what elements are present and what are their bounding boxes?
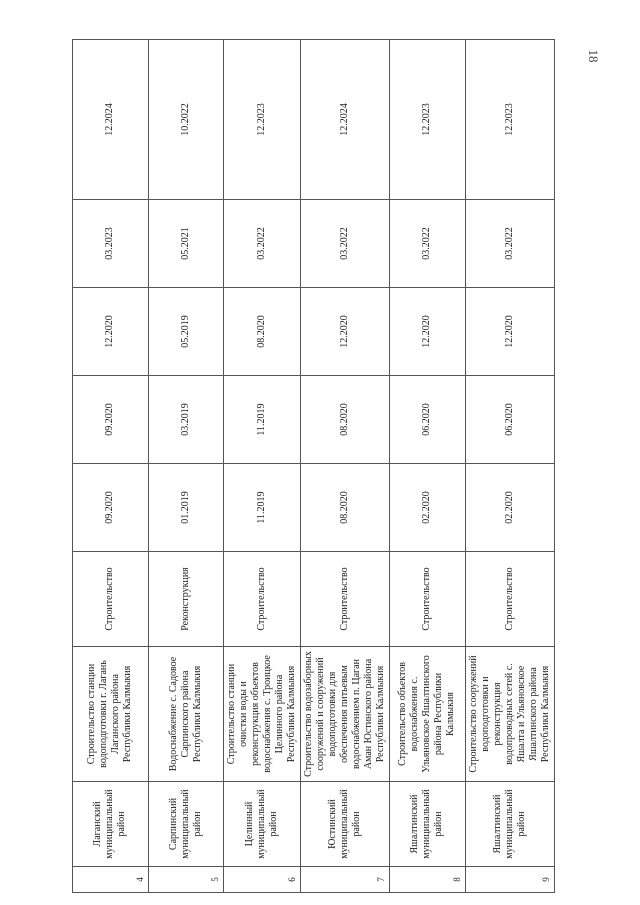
- date-cell-5: 12.2023: [224, 40, 301, 200]
- work-type-cell: Строительство: [465, 552, 554, 647]
- date-cell-2: 08.2020: [301, 376, 390, 464]
- work-type-cell: Строительство: [390, 552, 466, 647]
- district-cell: Яшалтинский муниципальный район: [390, 782, 466, 867]
- row-number: 5: [148, 867, 224, 893]
- row-number: 4: [73, 867, 149, 893]
- date-cell-5: 10.2022: [148, 40, 224, 200]
- table-row: [301, 40, 390, 893]
- district-cell: Яшалтинский муниципальный район: [465, 782, 554, 867]
- date-cell-1: 08.2020: [301, 464, 390, 552]
- date-cell-3: 12.2020: [73, 288, 149, 376]
- object-cell: Строительство объектов водоснабжения с. Ульяновское Яшалтинского района Республики Калмыкия: [390, 647, 466, 782]
- date-cell-1: 02.2020: [390, 464, 466, 552]
- date-cell-2: 11.2019: [224, 376, 301, 464]
- page-number: 18: [586, 49, 601, 63]
- date-cell-2: 03.2019: [148, 376, 224, 464]
- date-cell-3: 05.2019: [148, 288, 224, 376]
- district-cell: Юстинский муниципальный район: [301, 782, 390, 867]
- table-row: [148, 40, 224, 893]
- row-number: 9: [465, 867, 554, 893]
- object-cell: Водоснабжение с. Садовое Сарпинского района Республики Калмыкия: [148, 647, 224, 782]
- date-cell-4: 05.2021: [148, 200, 224, 288]
- object-cell: Строительство станции водоподготовки г. Лагань Лаганского района Республики Калмыкия: [73, 647, 149, 782]
- work-type-cell: Строительство: [73, 552, 149, 647]
- date-cell-3: 12.2020: [390, 288, 466, 376]
- date-cell-2: 09.2020: [73, 376, 149, 464]
- date-cell-2: 06.2020: [390, 376, 466, 464]
- row-number: 8: [390, 867, 466, 893]
- object-cell: Строительство сооружений водоподготовки и реконструкция водопроводных сетей с. Яшалта и Ульяновское Яшалтинского района Республики Калмыкия: [465, 647, 554, 782]
- date-cell-5: 12.2024: [301, 40, 390, 200]
- district-cell: Сарпинский муниципальный район: [148, 782, 224, 867]
- table-row: [465, 40, 554, 893]
- date-cell-1: 11.2019: [224, 464, 301, 552]
- table-row: [73, 40, 149, 893]
- date-cell-3: 08.2020: [224, 288, 301, 376]
- work-type-cell: Строительство: [224, 552, 301, 647]
- table-row: [224, 40, 301, 893]
- work-type-cell: Строительство: [301, 552, 390, 647]
- row-number: 6: [224, 867, 301, 893]
- date-cell-4: 03.2022: [390, 200, 466, 288]
- object-cell: Строительство водозаборных сооружений и сооружений водоподготовки для обеспечения питьевым водоснабжением п. Цаган Аман Юстинского района Республики Калмыкия: [301, 647, 390, 782]
- date-cell-5: 12.2024: [73, 40, 149, 200]
- date-cell-5: 12.2023: [390, 40, 466, 200]
- date-cell-5: 12.2023: [465, 40, 554, 200]
- date-cell-4: 03.2022: [465, 200, 554, 288]
- rotated-table-sheet: [72, 103, 551, 893]
- date-cell-3: 12.2020: [301, 288, 390, 376]
- table-row: [390, 40, 466, 893]
- date-cell-1: 09.2020: [73, 464, 149, 552]
- object-cell: Строительство станции очистки воды и реконструкция объектов водоснабжения с. Троицкое Целинного района Республики Калмыкия: [224, 647, 301, 782]
- row-number: 7: [301, 867, 390, 893]
- date-cell-4: 03.2022: [224, 200, 301, 288]
- schedule-table: [72, 39, 555, 893]
- date-cell-1: 01.2019: [148, 464, 224, 552]
- date-cell-4: 03.2022: [301, 200, 390, 288]
- district-cell: Лаганский муниципальный район: [73, 782, 149, 867]
- district-cell: Целинный муниципальный район: [224, 782, 301, 867]
- date-cell-3: 12.2020: [465, 288, 554, 376]
- date-cell-4: 03.2023: [73, 200, 149, 288]
- date-cell-1: 02.2020: [465, 464, 554, 552]
- work-type-cell: Реконструкция: [148, 552, 224, 647]
- date-cell-2: 06.2020: [465, 376, 554, 464]
